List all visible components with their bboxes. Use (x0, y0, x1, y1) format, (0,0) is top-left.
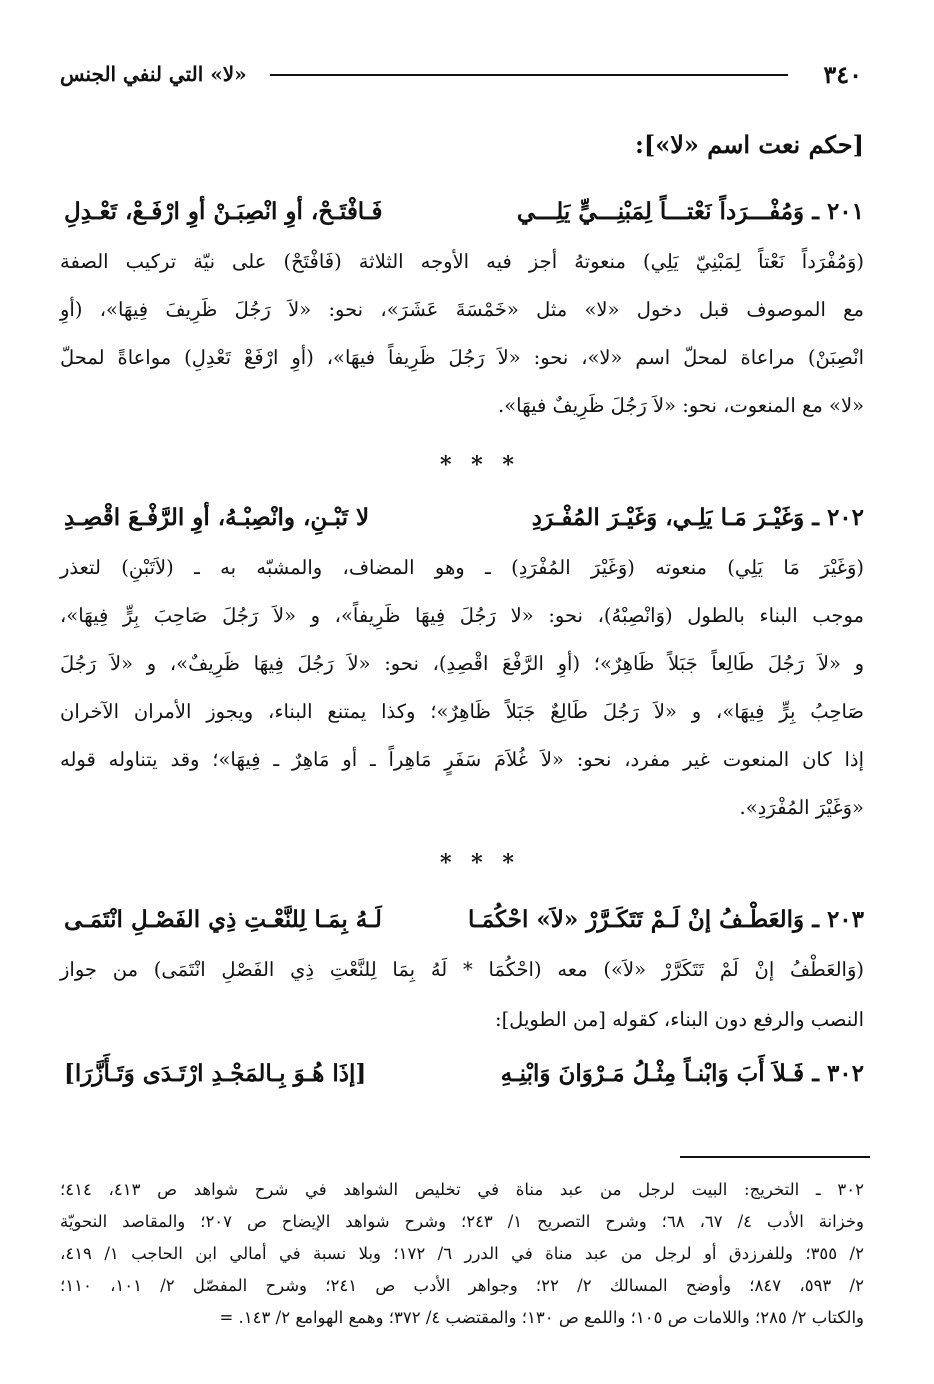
verse-202-hemistich-2: لا تَبْـنِ، وانْصِبْـهُ، أوِ الرَّفْـعَ اقْصِـدِ (64, 504, 370, 531)
footnote-line: والكتاب ٢/ ٢٨٥؛ واللامات ص ١٠٥؛ واللمع ص ١٣٠؛ والمقتضب ٤/ ٣٧٢؛ وهمع الهوامع ٢/ ١٤٣. = (219, 1308, 864, 1327)
footnote-line: ٣٠٢ ـ التخريج: البيت لرجل من عبد مناة في تخليص الشواهد في شرح شواهد ص ٤١٣، ٤١٤؛ (60, 1180, 864, 1199)
verse-number: ٣٠٢ ـ (812, 1060, 864, 1087)
paragraph-line: «لا» مع المنعوت، نحو: «لاَ رَجُلَ ظَرِيفٌ فيهَا». (498, 394, 864, 417)
section-separator: * * * (440, 850, 520, 876)
verse-302 (501, 1060, 864, 1087)
verse-203-hemistich-2: لَـهُ بِمَـا لِلنَّعْـتِ ذِي الفَصْـلِ انْتَمَـى (64, 906, 382, 933)
verse-number: ٢٠٣ ـ (812, 906, 864, 933)
verse-203 (468, 906, 864, 933)
paragraph-line: (وَمُفْرَداً نَعْتاً لِمَبْنِيّ يَلِي) منعوتهُ أجز فيه الأوجه الثلاثة (فَافْتَحْ) على نيّة تركيب الصفة (60, 250, 864, 273)
footnote-rule (680, 1156, 870, 1158)
footnote-line: ٢/ ٣٥٥؛ وللفرزدق أو لرجل من عبد مناة في الدرر ٦/ ١٧٢؛ وبلا نسبة في أمالي ابن الحاجب ١/ ٤١٩، (60, 1244, 864, 1263)
running-title: «لا» التي لنفي الجنس (60, 62, 247, 86)
verse-201 (517, 198, 864, 225)
paragraph-line: إذا كان المنعوت غير مفرد، نحو: «لاَ غُلاَمَ سَفَرٍ مَاهِراً ـ أو مَاهِرٌ ـ فِيهَا»؛ وقد يتناوله قوله (60, 748, 864, 771)
verse-hemistich-1: وَالعَطْـفُ إنْ لَـمْ تَتَكَـرَّرْ «لاَ» احْكُمَـا (467, 906, 805, 933)
verse-201-hemistich-2: فَـافْتَـحْ، أوِ انْصِبَـنْ أوِ ارْفَـعْ، تَعْـدِلِ (64, 198, 383, 225)
section-title: [حكم نعت اسم «لا»]: (635, 130, 864, 159)
section-separator: * * * (440, 452, 520, 478)
paragraph-line: و «لاَ رَجُلَ طَالِعاً جَبَلاً ظَاهِرٌ»؛ (أوِ الرَّفْعَ اقْصِدِ)، نحو: «لاَ رَجُلَ فِيهَا ظَرِيفٌ»، و «لاَ رَجُلَ (60, 652, 864, 675)
verse-number: ٢٠٢ ـ (812, 504, 864, 531)
paragraph-line: مع الموصوف قبل دخول «لا» مثل «خَمْسَةَ عَشَرَ»، نحو: «لاَ رَجُلَ ظَرِيفَ فِيهَا»، (أوِ (60, 298, 864, 321)
paragraph-line: موجب البناء بالطول (وَانْصِبْهُ)، نحو: «لا رَجُلَ فِيهَا ظَرِيفاً»، و «لاَ رَجُلَ صَاحِبَ بِرٍّ فِيهَا»، (60, 604, 864, 627)
paragraph-line: صَاحِبُ بِرٍّ فِيهَا»، و «لاَ رَجُلَ طَالِعٌ جَبَلاً ظَاهِرٌ»؛ وكذا يمتنع البناء، ويجوز الأمران الآخران (60, 700, 864, 723)
header-rule (270, 74, 788, 76)
footnote-line: وخزانة الأدب ٤/ ٦٧، ٦٨؛ وشرح التصريح ١/ ٢٤٣؛ وشرح شواهد الإيضاح ص ٢٠٧؛ والمقاصد النحويّة (60, 1212, 865, 1231)
verse-hemistich-1: فَـلاَ أَبَ وَابْنـاً مِثْـلُ مَـرْوَانَ وَابْنِـهِ (500, 1060, 805, 1087)
paragraph-line: انْصِبَنْ) مراعاة لمحلّ اسم «لا»، نحو: «لاَ رَجُلَ ظَرِيفاً فيهَا»، (أوِ ارْفَعْ تَعْدِلِ) مواعاةً لمحلّ (60, 346, 864, 369)
verse-hemistich-1: وَغَيْـرَ مَـا يَلِـي، وَغَيْـرَ المُفْـرَدِ (531, 504, 805, 531)
footnote-line: ٢/ ٥٩٣، ٨٤٧؛ وأوضح المسالك ٢/ ٢٢؛ وجواهر الأدب ص ٢٤١؛ وشرح المفصّل ٢/ ١٠١، ١١٠؛ (60, 1276, 864, 1295)
paragraph-line: النصب والرفع دون البناء، كقوله [من الطويل]: (495, 1008, 864, 1031)
verse-number: ٢٠١ ـ (812, 198, 864, 225)
verse-202 (532, 504, 864, 531)
page-header (58, 58, 870, 92)
paragraph-line: (وَغَيْرَ مَا يَلِي) منعوته (وَغَيْرَ المُفْرَدِ) ـ وهو المضاف، والمشبّه به ـ (لاَتَبْنِ) لتعذر (60, 556, 864, 579)
page-number: ٣٤٠ (823, 60, 862, 89)
paragraph-line: «وَغَيْرَ المُفْرَدِ». (739, 796, 864, 819)
verse-302-hemistich-2: [إذَا هُـوَ بِـالمَجْـدِ ارْتَـدَى وَتَـأَزَّرَا] (64, 1060, 367, 1087)
paragraph-line: (وَالعَطْفُ إنْ لَمْ تَتَكَرَّرْ «لاَ») معه (احْكُمَا * لَهُ بِمَا لِلنَّعْتِ ذِي الفَصْلِ انْتَمَى) من جواز (60, 958, 864, 981)
verse-hemistich-1: وَمُفْـــرَداً نَعْتـــاً لِمَبْنِـــيٍّ يَلِـــي (516, 198, 805, 225)
